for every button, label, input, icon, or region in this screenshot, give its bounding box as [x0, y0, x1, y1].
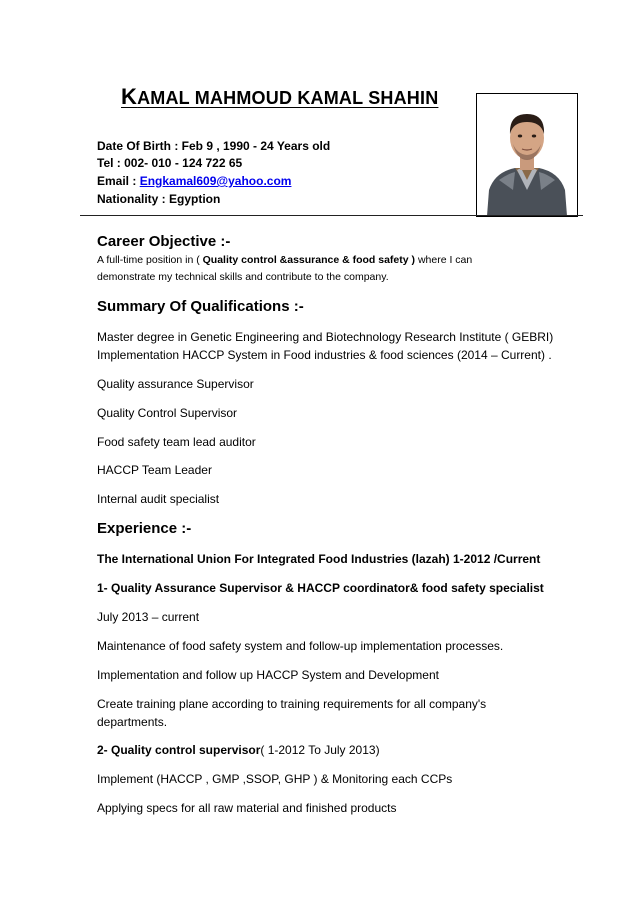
role-2-task: Implement (HACCP , GMP ,SSOP, GHP ) & Monitoring each CCPs: [97, 772, 453, 786]
profile-photo: [476, 93, 578, 217]
career-line-bold: Quality control &assurance & food safety ): [202, 254, 416, 266]
telephone: Tel : 002- 010 - 124 722 65: [97, 156, 243, 170]
role-1-task: Maintenance of food safety system and follow-up implementation processes.: [97, 639, 504, 653]
qualification-item: HACCP Team Leader: [97, 463, 212, 477]
role-2-dates: ( 1-2012 To July 2013): [260, 743, 380, 757]
qualification-item: Internal audit specialist: [97, 492, 220, 506]
role-2-task: Applying specs for all raw material and finished products: [97, 801, 397, 815]
email-line: [97, 174, 291, 188]
career-objective-line-2: demonstrate my technical skills and contribute to the company.: [97, 271, 389, 283]
role-2-title: [97, 743, 380, 757]
portrait-image: [477, 94, 577, 216]
qualification-item: Food safety team lead auditor: [97, 435, 256, 449]
career-objective-line-1: [97, 254, 472, 266]
experience-company: The International Union For Integrated Food Industries (lazah) 1-2012 /Current: [97, 552, 541, 566]
role-1-title: 1- Quality Assurance Supervisor & HACCP coordinator& food safety specialist: [97, 581, 544, 595]
summary-heading: Summary Of Qualifications :-: [97, 298, 304, 315]
role-1-date: July 2013 – current: [97, 610, 200, 624]
email-label: Email :: [97, 174, 140, 188]
role-1-task: departments.: [97, 715, 168, 729]
summary-line-2: Implementation HACCP System in Food industries & food sciences (2014 – Current) .: [97, 348, 552, 362]
candidate-name: [121, 84, 438, 110]
career-line-post: where I can: [415, 254, 473, 266]
role-1-task: Create training plane according to training requirements for all company's: [97, 697, 487, 711]
qualification-item: Quality Control Supervisor: [97, 406, 238, 420]
email-link[interactable]: Engkamal609@yahoo.com: [139, 174, 292, 188]
experience-heading: Experience :-: [97, 520, 192, 537]
name-initial: K: [121, 84, 138, 109]
nationality: Nationality : Egyption: [97, 192, 221, 206]
date-of-birth: Date Of Birth : Feb 9 , 1990 - 24 Years old: [97, 139, 331, 153]
role-2-title-bold: 2- Quality control supervisor: [97, 743, 261, 757]
career-objective-heading: Career Objective :-: [97, 233, 231, 250]
qualification-item: Quality assurance Supervisor: [97, 377, 254, 391]
career-line-pre: A full-time position in (: [97, 254, 203, 266]
header-divider: [80, 215, 583, 216]
role-1-task: Implementation and follow up HACCP System and Development: [97, 668, 439, 682]
name-rest: AMAL MAHMOUD KAMAL SHAHIN: [137, 88, 439, 108]
summary-line-1: Master degree in Genetic Engineering and Biotechnology Research Institute ( GEBRI): [97, 330, 554, 344]
